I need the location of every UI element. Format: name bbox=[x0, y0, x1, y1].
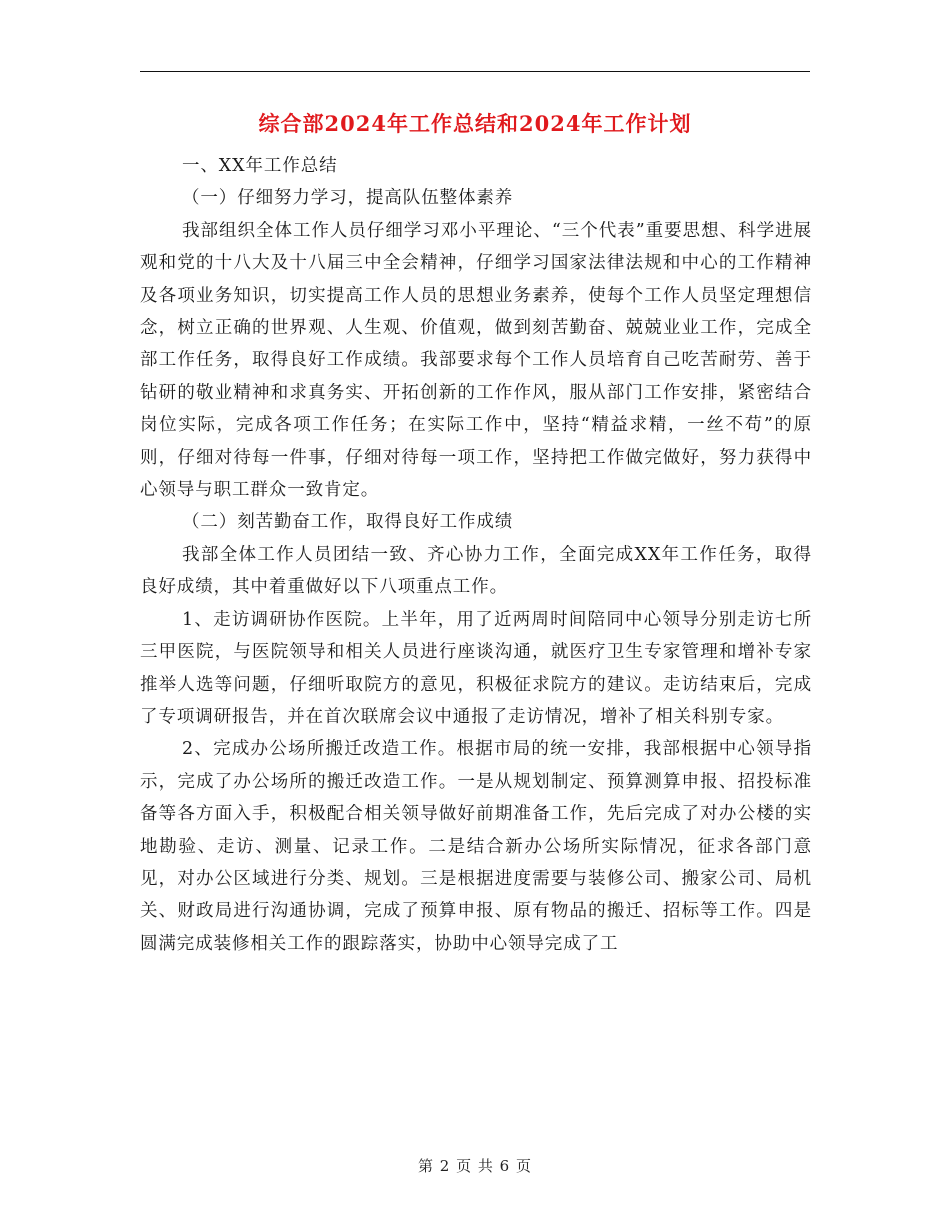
body-paragraph: 我部组织全体工作人员仔细学习邓小平理论、“三个代表”重要思想、科学进展观和党的十八大及十八届三中全会精神，仔细学习国家法律法规和中心的工作精神及各项业务知识，切实提高工作人员的思想业务素养，使每个工作人员坚定理想信念，树立正确的世界观、人生观、价值观，做到刻苦勤奋、兢兢业业工作，完成全部工作任务，取得良好工作成绩。我部要求每个工作人员培育自己吃苦耐劳、善于钻研的敬业精神和求真务实、开拓创新的工作作风，服从部门工作安排，紧密结合岗位实际，完成各项工作任务；在实际工作中，坚持“精益求精，一丝不苟”的原则，仔细对待每一件事，仔细对待每一项工作，坚持把工作做完做好，努力获得中心领导与职工群众一致肯定。 bbox=[140, 220, 812, 501]
body-paragraph: 1、走访调研协作医院。上半年，用了近两周时间陪同中心领导分别走访七所三甲医院，与医院领导和相关人员进行座谈沟通，就医疗卫生专家管理和增补专家推举人选等问题，仔细听取院方的意见，积极征求院方的建议。走访结束后，完成了专项调研报告，并在首次联席会议中通报了走访情况，增补了相关科别专家。 bbox=[140, 609, 812, 727]
document-title: 综合部2024年工作总结和2024年工作计划 bbox=[258, 111, 692, 136]
body-paragraph: 我部全体工作人员团结一致、齐心协力工作，全面完成XX年工作任务，取得良好成绩，其中着重做好以下八项重点工作。 bbox=[140, 544, 812, 598]
document-body bbox=[140, 150, 812, 960]
header-rule bbox=[140, 71, 810, 72]
body-paragraph: 2、完成办公场所搬迁改造工作。根据市局的统一安排，我部根据中心领导指示，完成了办公场所的搬迁改造工作。一是从规划制定、预算测算申报、招投标准备等各方面入手，积极配合相关领导做好前期准备工作，先后完成了对办公楼的实地勘验、走访、测量、记录工作。二是结合新办公场所实际情况，征求各部门意见，对办公区域进行分类、规划。三是根据进度需要与装修公司、搬家公司、局机关、财政局进行沟通协调，完成了预算申报、原有物品的搬迁、招标等工作。四是圆满完成装修相关工作的跟踪落实，协助中心领导完成了工 bbox=[140, 739, 812, 954]
subsection-heading: （二）刻苦勤奋工作，取得良好工作成绩 bbox=[182, 512, 514, 533]
subsection-heading: （一）仔细努力学习，提高队伍整体素养 bbox=[182, 188, 514, 209]
section-heading: 一、XX年工作总结 bbox=[182, 156, 338, 176]
page-number: 第 2 页 共 6 页 bbox=[418, 1157, 532, 1175]
